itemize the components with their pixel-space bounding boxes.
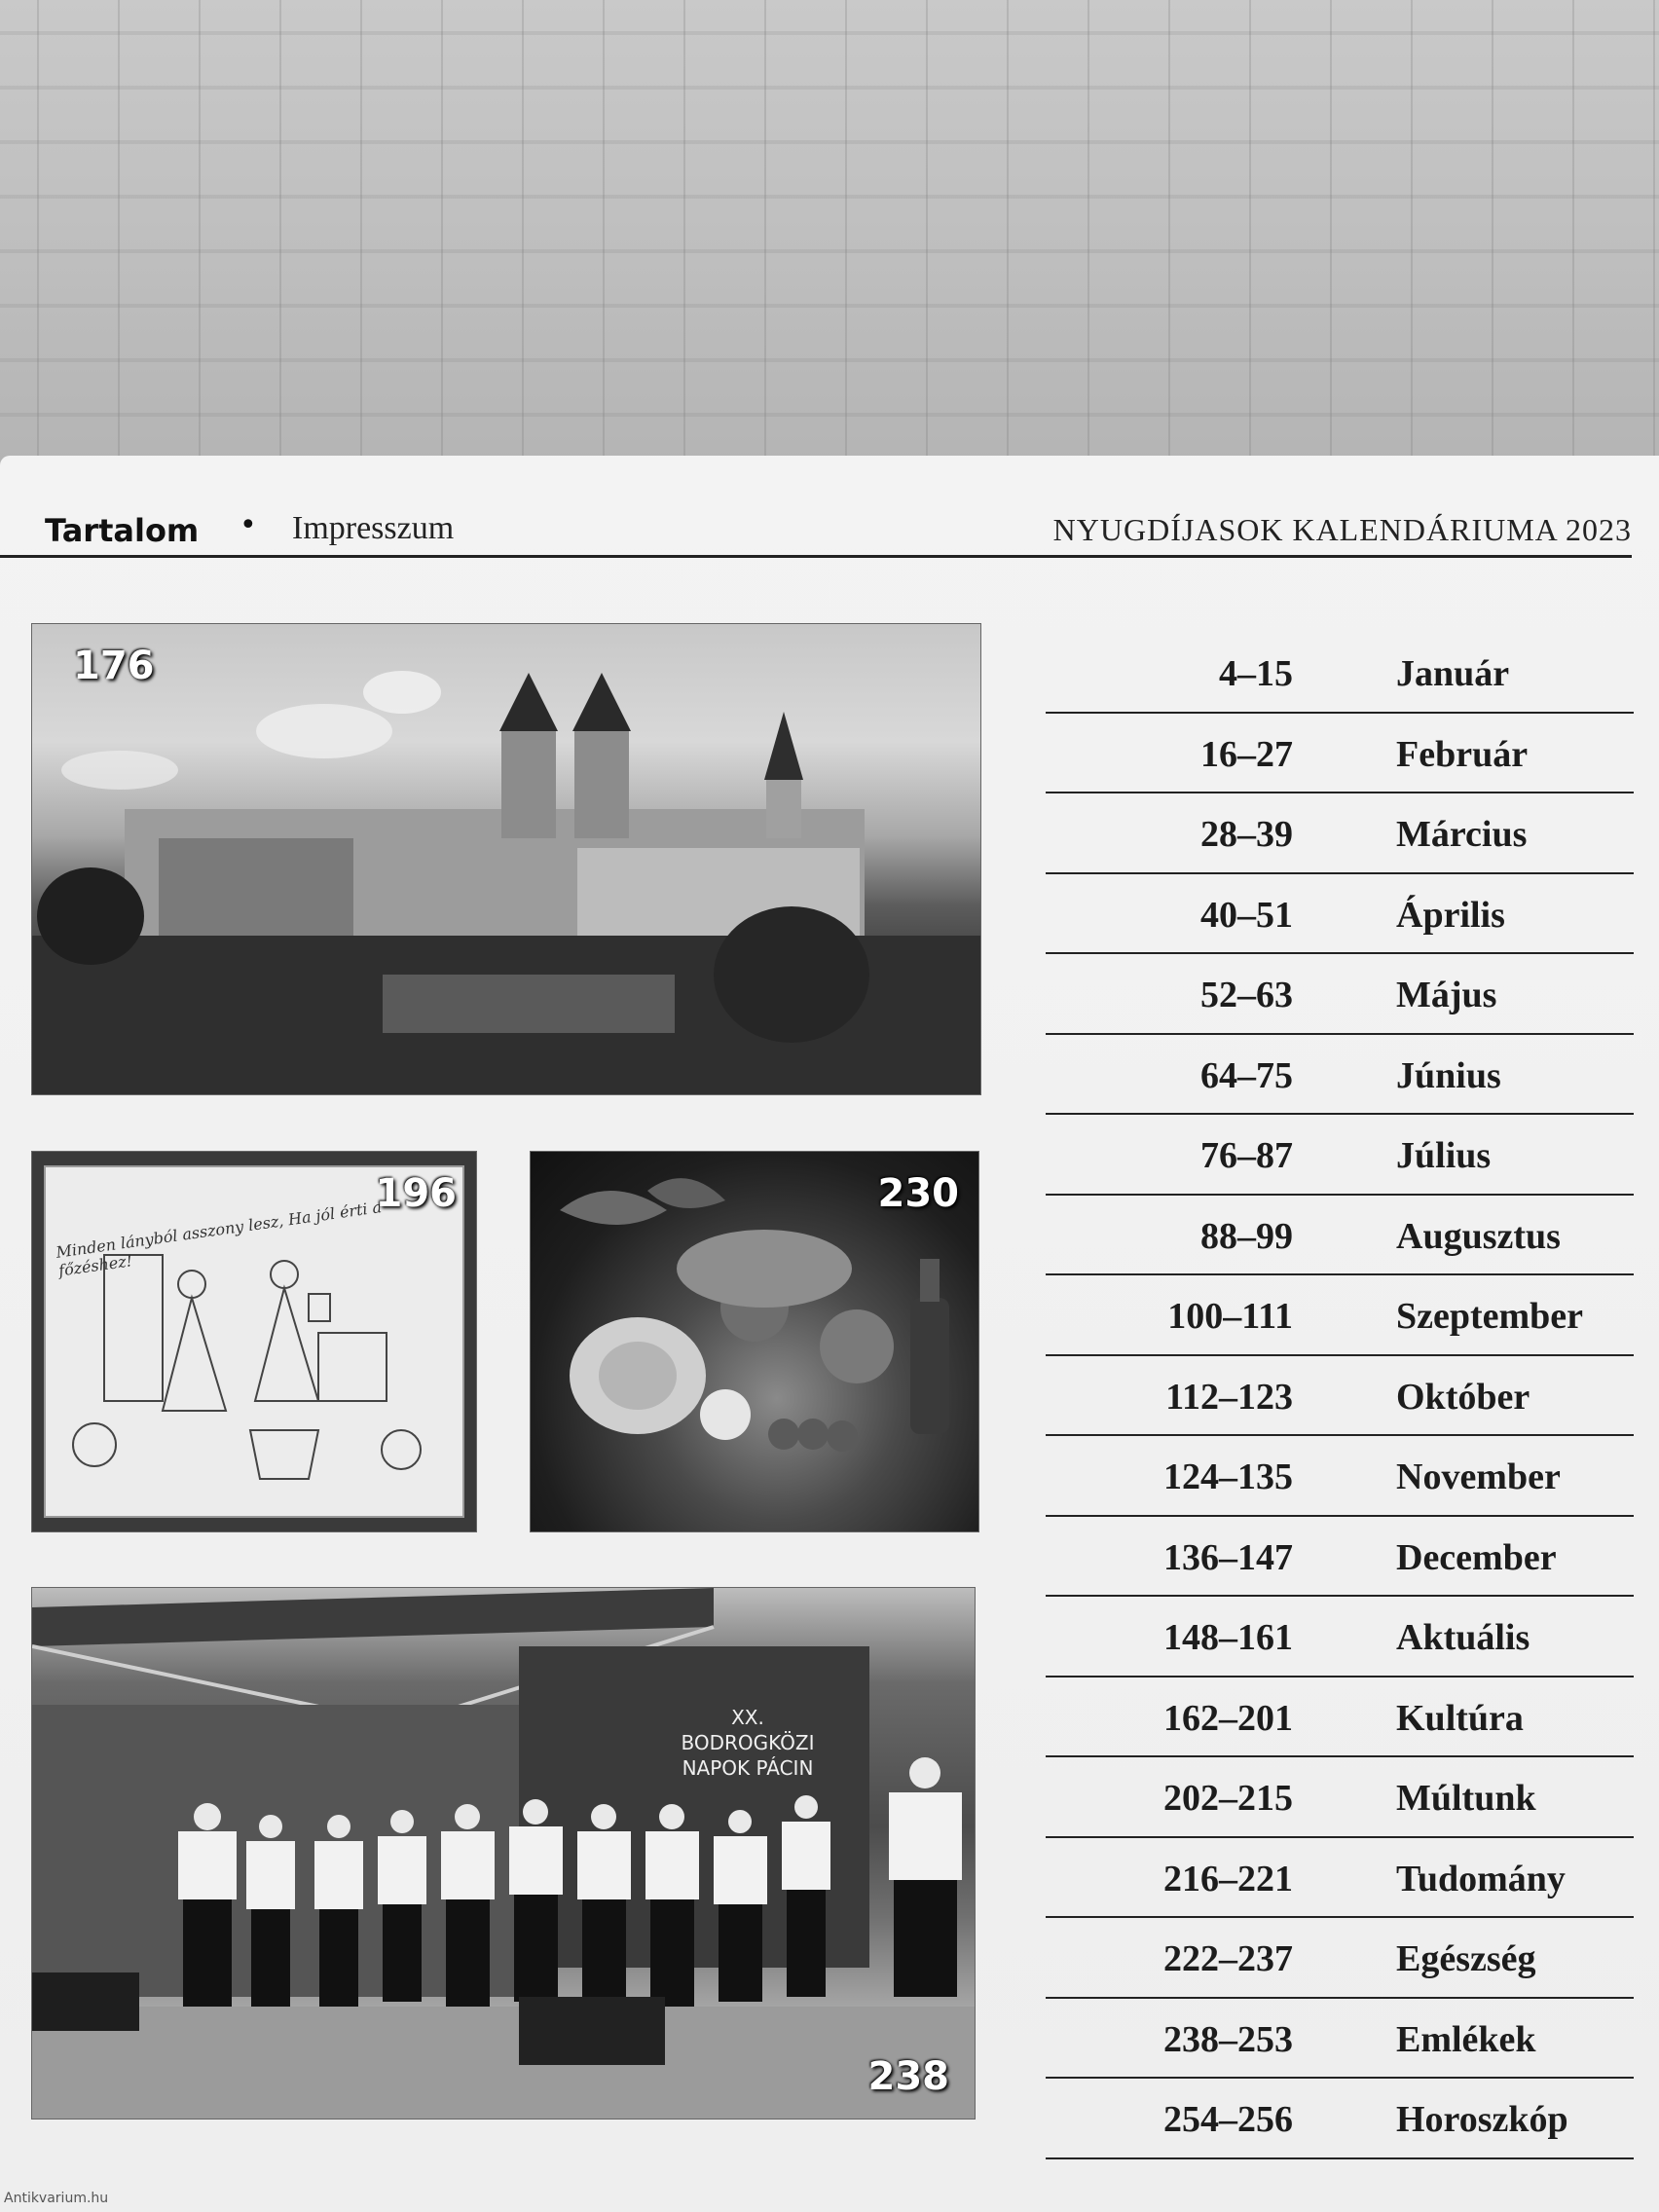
choir-stage-illustration	[32, 1588, 975, 2119]
toc-row	[1046, 874, 1634, 955]
embroidery-cloth	[44, 1165, 464, 1518]
toc-row	[1046, 1597, 1634, 1677]
watermark: Antikvarium.hu	[4, 2191, 109, 2206]
toc-section-title: November	[1396, 1456, 1561, 1497]
toc-row	[1046, 1115, 1634, 1196]
toc-row	[1046, 1517, 1634, 1598]
toc-row	[1046, 1035, 1634, 1116]
toc-row	[1046, 1436, 1634, 1517]
choir-page-number: 238	[867, 2054, 949, 2099]
toc-section-title: Szeptember	[1396, 1296, 1584, 1337]
embroidered-motto: Minden lányból asszony lesz, Ha jól érti a főzéshez!	[55, 1198, 384, 1280]
toc-row	[1046, 1196, 1634, 1276]
toc-row	[1046, 633, 1634, 714]
toc-section-title: Horoszkóp	[1396, 2099, 1568, 2140]
toc-row	[1046, 1838, 1634, 1919]
castle-photo	[31, 623, 981, 1095]
toc-page-range: 162–201	[1163, 1697, 1293, 1739]
toc-section-title: Egészség	[1396, 1938, 1536, 1979]
toc-page-range: 202–215	[1163, 1778, 1293, 1819]
toc-section-title: Április	[1396, 894, 1505, 936]
toc-row	[1046, 1677, 1634, 1758]
castle-illustration	[32, 624, 980, 1094]
toc-page-range: 64–75	[1200, 1054, 1293, 1096]
table-of-contents	[1046, 633, 1634, 2159]
toc-section-title: Augusztus	[1396, 1215, 1561, 1257]
toc-section-title: Június	[1396, 1054, 1501, 1096]
toc-row	[1046, 1918, 1634, 1999]
toc-section-title: Október	[1396, 1376, 1530, 1418]
toc-section-title: Aktuális	[1396, 1617, 1530, 1658]
toc-page-range: 254–256	[1163, 2099, 1293, 2140]
toc-section-title: Július	[1396, 1135, 1492, 1176]
toc-section-title: Emlékek	[1396, 2018, 1536, 2060]
table-background	[0, 0, 1659, 467]
vegetables-page-number: 230	[877, 1171, 959, 1216]
toc-page-range: 222–237	[1163, 1938, 1293, 1979]
toc-page-range: 88–99	[1200, 1215, 1293, 1257]
toc-page-range: 148–161	[1163, 1617, 1293, 1658]
toc-row	[1046, 1356, 1634, 1437]
vegetables-photo	[530, 1151, 979, 1532]
choir-photo	[31, 1587, 976, 2120]
toc-page-range: 216–221	[1163, 1858, 1293, 1899]
toc-row	[1046, 714, 1634, 794]
castle-page-number: 176	[73, 644, 155, 688]
toc-section-title: December	[1396, 1536, 1557, 1578]
toc-section-title: Január	[1396, 653, 1510, 694]
toc-page-range: 28–39	[1200, 814, 1293, 855]
journal-title: NYUGDÍJASOK KALENDÁRIUMA 2023	[1052, 512, 1632, 547]
toc-row	[1046, 793, 1634, 874]
toc-section-title: Múltunk	[1396, 1778, 1536, 1819]
toc-page-range: 100–111	[1167, 1296, 1293, 1337]
toc-row	[1046, 1999, 1634, 2080]
toc-section-title: Tudomány	[1396, 1858, 1566, 1899]
toc-section-title: Május	[1396, 975, 1497, 1015]
toc-page-range: 112–123	[1165, 1376, 1293, 1418]
toc-page-range: 16–27	[1200, 733, 1293, 775]
toc-page-range: 238–253	[1163, 2018, 1293, 2060]
header-section: Tartalom	[45, 512, 200, 549]
header-subsection: Impresszum	[292, 510, 455, 546]
embroidery-page-number: 196	[375, 1171, 457, 1216]
toc-row	[1046, 1275, 1634, 1356]
toc-page-range: 136–147	[1163, 1536, 1293, 1578]
embroidery-photo	[31, 1151, 477, 1532]
toc-section-title: Február	[1396, 733, 1529, 775]
toc-page-range: 124–135	[1163, 1456, 1293, 1497]
toc-page-range: 76–87	[1200, 1135, 1293, 1176]
toc-row	[1046, 1757, 1634, 1838]
festival-banner: XX. BODROGKÖZI NAPOK PÁCIN	[681, 1706, 815, 1780]
toc-row	[1046, 954, 1634, 1035]
header-separator: •	[240, 508, 257, 542]
page-header	[0, 506, 1632, 558]
toc-page-range: 52–63	[1200, 975, 1293, 1015]
toc-row	[1046, 2079, 1634, 2159]
toc-section-title: Március	[1396, 814, 1528, 855]
toc-page-range: 40–51	[1200, 894, 1293, 936]
toc-section-title: Kultúra	[1396, 1697, 1524, 1739]
toc-page-range: 4–15	[1219, 653, 1293, 694]
